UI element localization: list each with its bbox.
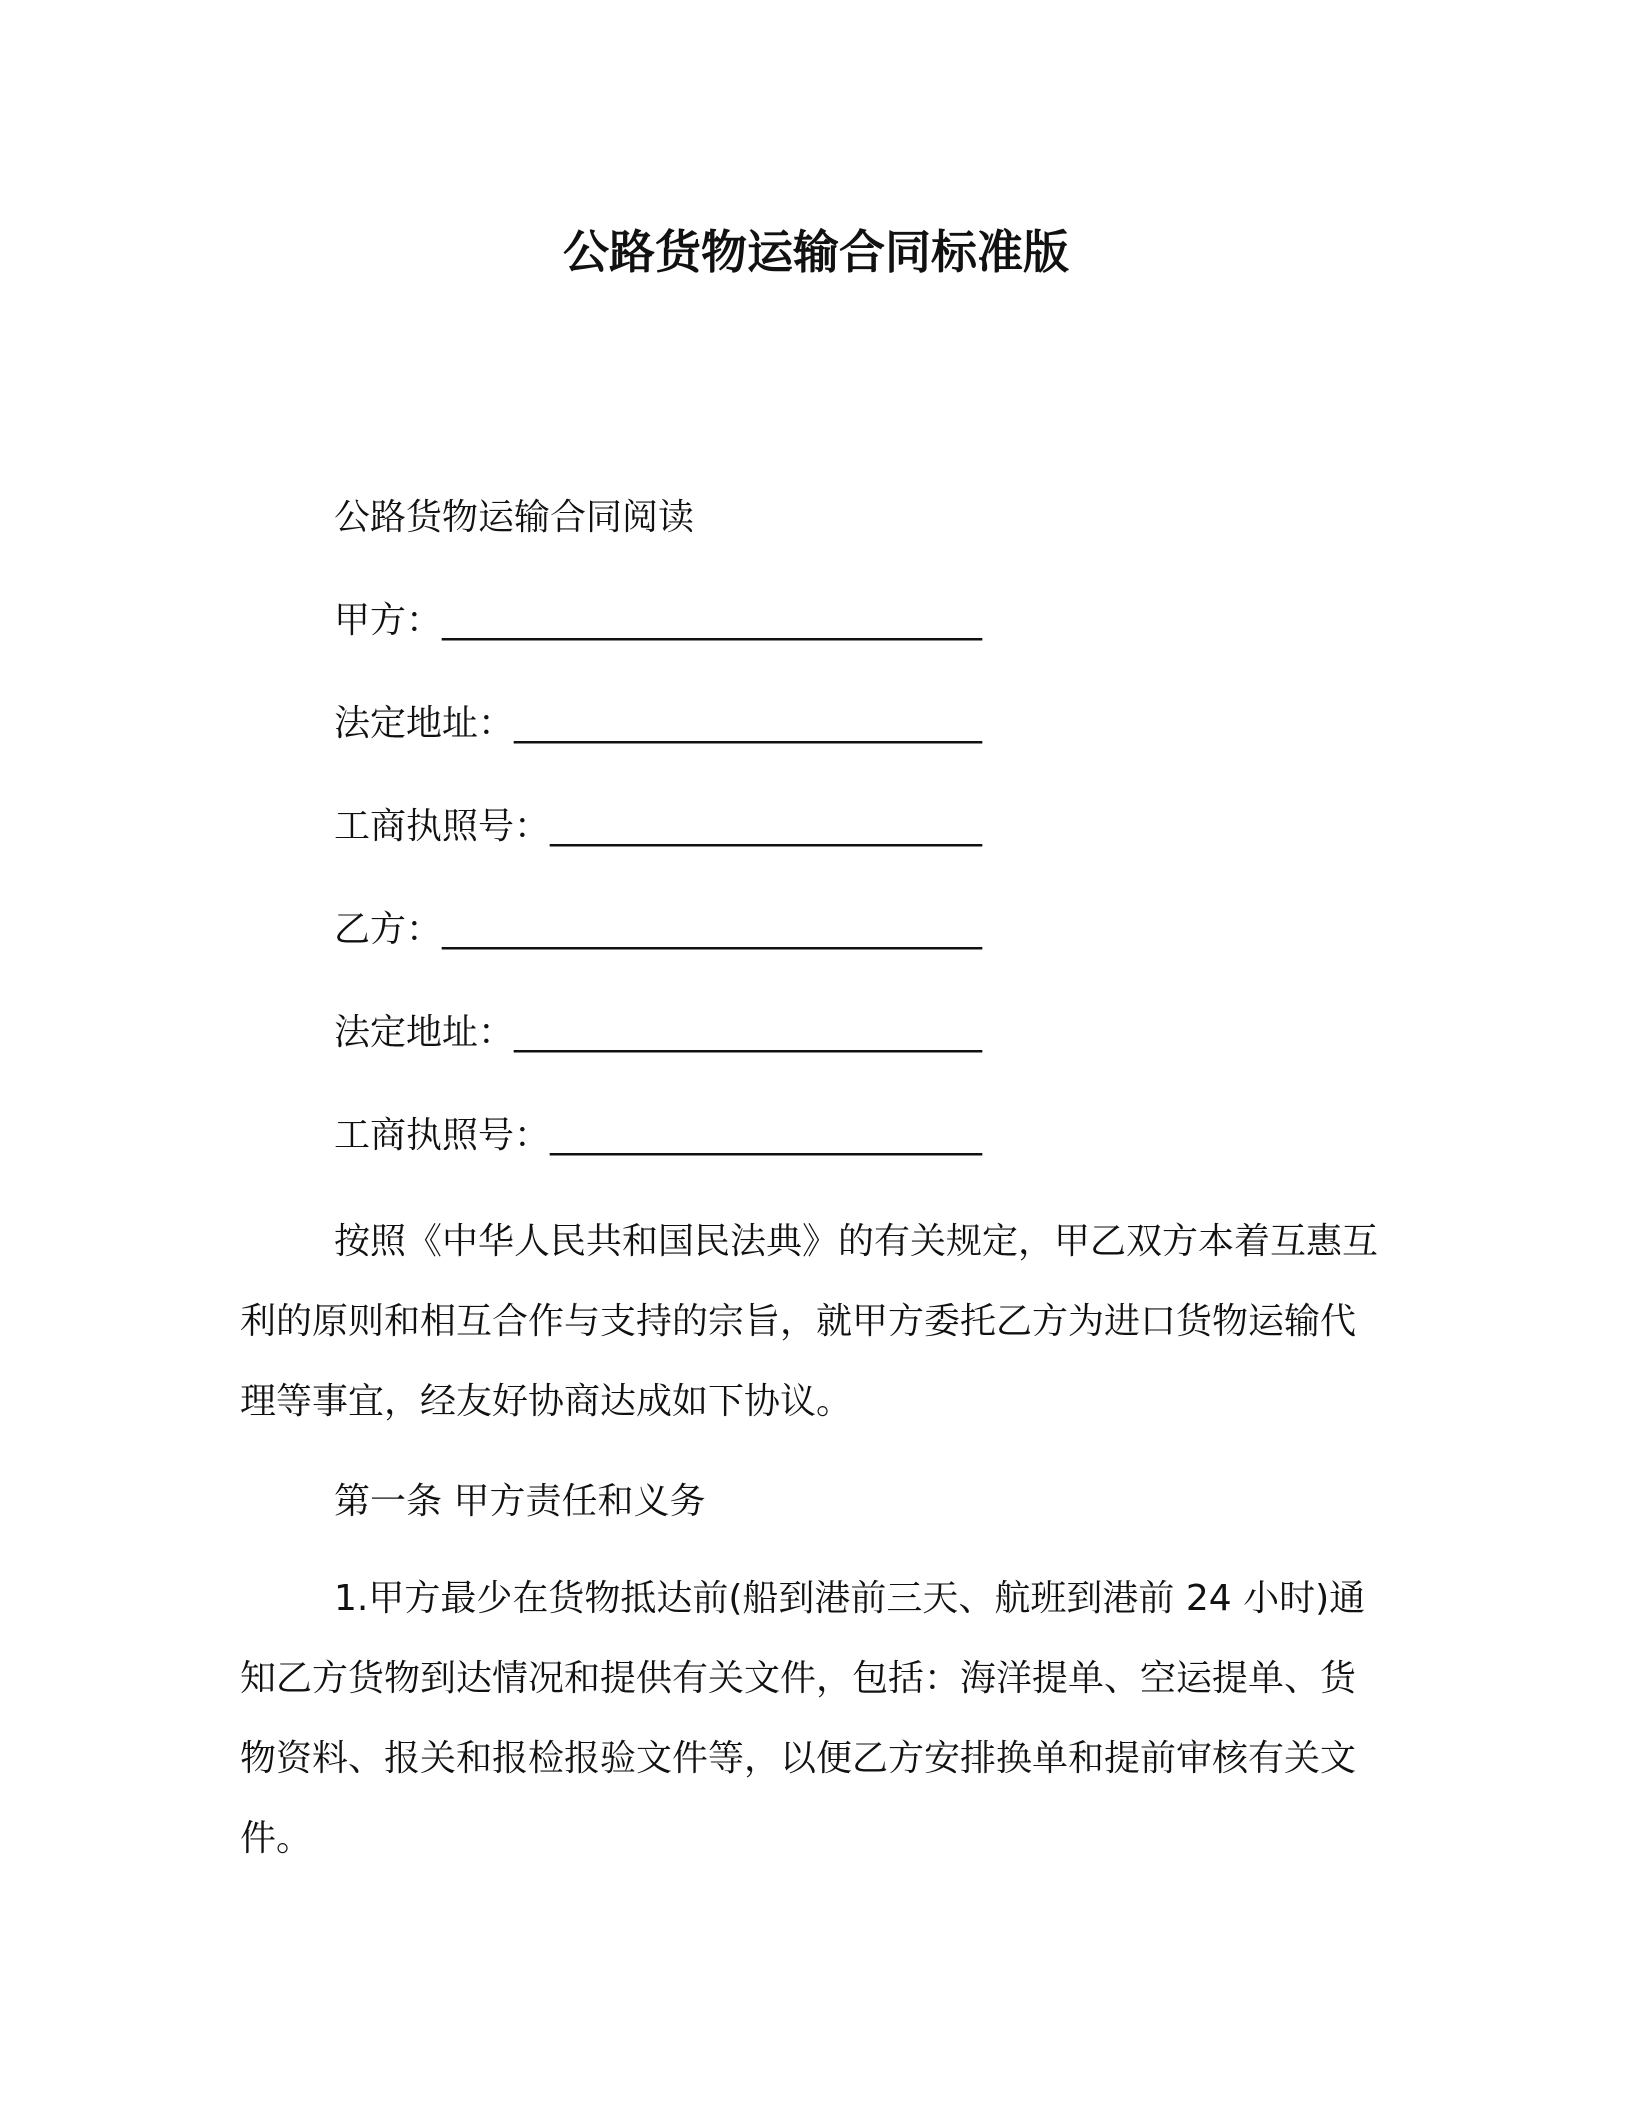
party-a-license-blank: ________________________ — [550, 806, 983, 847]
party-b-field — [334, 906, 982, 954]
document-title: 公路货物运输合同标准版 — [563, 225, 1069, 279]
party-a-license-field — [334, 803, 982, 851]
party-b-blank: ______________________________ — [442, 909, 983, 950]
article-1-item-1-text: 1.甲方最少在货物抵达前(船到港前三天、航班到港前 24 小时)通知乙方货物到达情况和提供有关文件，包括：海洋提单、空运提单、货物资料、报关和报检报验文件等，以便乙方安排换单和提前审核有关文件。 — [240, 1578, 1366, 1859]
party-b-address-blank: __________________________ — [514, 1012, 983, 1053]
party-a-label: 甲方： — [334, 600, 443, 641]
party-b-license-field — [334, 1112, 982, 1160]
party-a-field — [334, 597, 982, 645]
intro-text: 按照《中华人民共和国民法典》的有关规定，甲乙双方本着互惠互利的原则和相互合作与支持的宗旨，就甲方委托乙方为进口货物运输代理等事宜，经友好协商达成如下协议。 — [240, 1221, 1379, 1422]
party-a-address-field — [334, 700, 982, 748]
party-b-address-field — [334, 1009, 982, 1057]
party-a-license-label: 工商执照号： — [334, 806, 551, 847]
party-a-address-blank: __________________________ — [514, 703, 983, 744]
party-a-blank: ______________________________ — [442, 600, 983, 641]
party-b-address-label: 法定地址： — [334, 1012, 515, 1053]
article-1-heading: 第一条 甲方责任和义务 — [334, 1481, 706, 1522]
intro-paragraph — [240, 1202, 1390, 1442]
article-1-item-1 — [240, 1559, 1390, 1879]
document-subtitle: 公路货物运输合同阅读 — [334, 497, 695, 538]
party-b-license-label: 工商执照号： — [334, 1115, 551, 1156]
party-a-address-label: 法定地址： — [334, 703, 515, 744]
party-b-license-blank: ________________________ — [550, 1115, 983, 1156]
party-b-label: 乙方： — [334, 909, 443, 950]
